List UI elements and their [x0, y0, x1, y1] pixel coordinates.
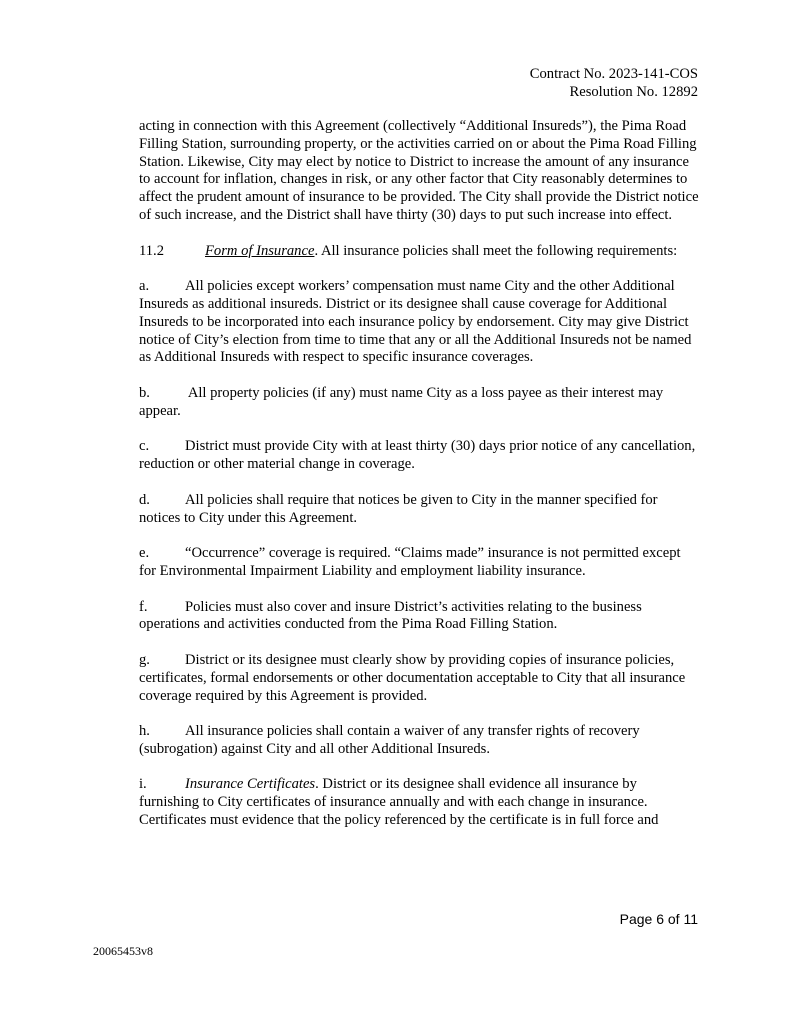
section-11-2 [139, 243, 699, 261]
section-number: 11.2 [139, 242, 164, 259]
item-text: All property policies (if any) must name City as a loss payee as their interest may appear. [139, 384, 664, 419]
list-item-f [139, 599, 699, 635]
list-item-d [139, 492, 699, 528]
list-item-g [139, 652, 699, 705]
item-text: . District or its designee shall evidence all insurance by furnishing to City certificates of insurance annually and with each change in insurance. Certificates must evidence that the policy referenced by the certificate is in full force and [139, 776, 659, 829]
section-title: Form of Insurance [205, 242, 315, 259]
document-body [139, 118, 699, 830]
item-text: Policies must also cover and insure District’s activities relating to the business operations and activities conducted from the Pima Road Filling Station. [139, 598, 642, 633]
document-id: 20065453v8 [93, 944, 153, 958]
contract-number: Contract No. 2023-141-COS [529, 66, 698, 82]
section-text: . All insurance policies shall meet the following requirements: [314, 242, 678, 259]
item-label: b. [139, 384, 150, 401]
item-label: g. [139, 651, 150, 668]
list-item-c [139, 438, 699, 474]
resolution-number: Resolution No. 12892 [569, 84, 698, 100]
intro-paragraph: acting in connection with this Agreement (collectively “Additional Insureds”), the Pima Road Filling Station, surrounding property, or the activities carried on or about the Pima Road Filling Station. Likewise, City may elect by notice to District to increase the amount of any insurance to account for inflation, changes in risk, or any other factor that City reasonably determines to affect the prudent amount of insurance to be provided. The City shall provide the District notice of such increase, and the District shall have thirty (30) days to put such increase into effect. [139, 118, 699, 223]
item-text: District must provide City with at least thirty (30) days prior notice of any cancellation, reduction or other material change in coverage. [139, 438, 696, 473]
list-item-i [139, 776, 699, 829]
item-label: a. [139, 278, 150, 295]
item-label: c. [139, 438, 150, 455]
page-header [530, 65, 698, 101]
item-title: Insurance Certificates [185, 776, 316, 793]
item-label: i. [139, 776, 147, 793]
item-text: All policies except workers’ compensation must name City and the other Additional Insureds as additional insureds. District or its designee shall cause coverage for Additional Insureds to be incorporated into each insurance policy by endorsement. City may give District notice of City’s election from time to time that any or all the Additional Insureds not be named as Additional Insureds with respect to specific insurance coverages. [139, 278, 692, 366]
item-label: h. [139, 723, 150, 740]
item-text: District or its designee must clearly show by providing copies of insurance policies, certificates, formal endorsements or other documentation acceptable to City that all insurance coverage required by this Agreement is provided. [139, 651, 686, 704]
item-label: f. [139, 598, 148, 615]
list-item-b [139, 385, 699, 421]
item-label: d. [139, 491, 150, 508]
list-item-e [139, 545, 699, 581]
page-number: Page 6 of 11 [619, 911, 698, 927]
list-item-h [139, 723, 699, 759]
list-item-a [139, 278, 699, 367]
item-text: All insurance policies shall contain a waiver of any transfer rights of recovery (subrogation) against City and all other Additional Insureds. [139, 723, 640, 757]
item-text: All policies shall require that notices be given to City in the manner specified for notices to City under this Agreement. [139, 491, 658, 526]
item-label: e. [139, 545, 150, 562]
item-text: “Occurrence” coverage is required. “Claims made” insurance is not permitted except for Environmental Impairment Liability and employment liability insurance. [139, 545, 681, 579]
